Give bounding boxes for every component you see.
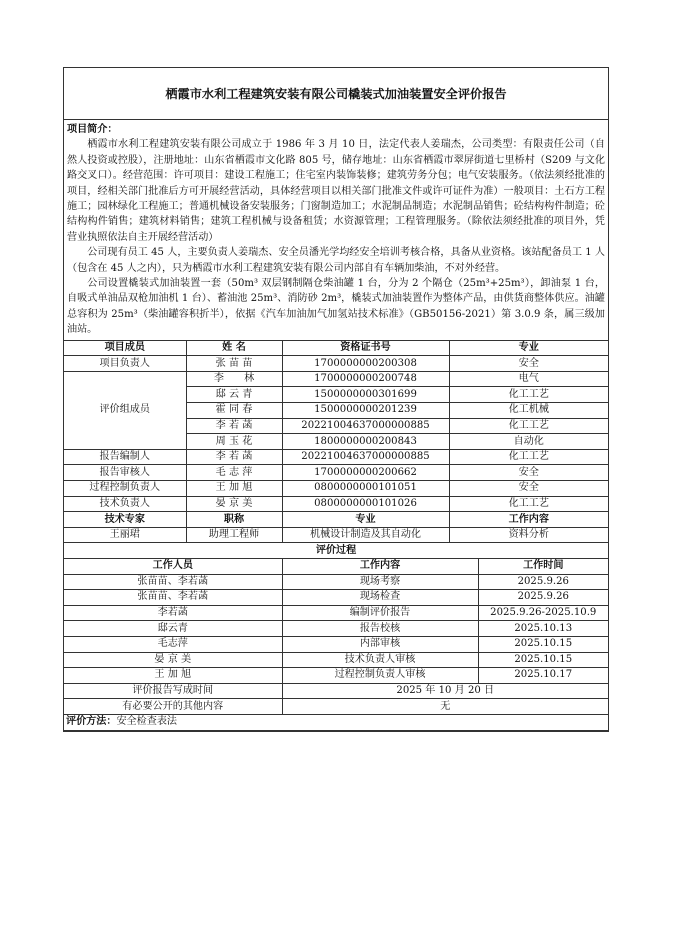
member-name: 李 若 菡 xyxy=(186,418,282,434)
section-title: 评价过程 xyxy=(64,543,608,558)
process-content: 编制评价报告 xyxy=(282,605,478,621)
process-content: 报告校核 xyxy=(282,621,478,637)
expert-header-row xyxy=(64,512,608,528)
member-name: 晏 京 美 xyxy=(186,496,282,512)
header-cell: 工作人员 xyxy=(64,559,282,575)
report-title: 栖霞市水利工程建筑安装有限公司橇装式加油装置安全评价报告 xyxy=(64,68,608,120)
member-cert: 1700000000200748 xyxy=(282,371,449,387)
process-time: 2025.9.26 xyxy=(478,590,608,606)
process-staff: 邸云青 xyxy=(64,621,282,637)
header-cell: 专业 xyxy=(282,512,449,528)
process-time: 2025.9.26 xyxy=(478,574,608,590)
intro-paragraph: 公司设置橇装式加油装置一套（50m³ 双层钢制隔仓柴油罐 1 台，分为 2 个隔仓（25m³+25m³），卸油泵 1 台，自吸式单油品双枪加油机 1 台）、蓄油池 25m³、消防砂 2m³，橇装式加油装置作为整体产品，由供货商整体供应。油罐总容积为 25m³（柴油罐容积折半），依据《汽车加油加气加氢站技术标准》（GB50156-2021）第 3.0.9 条，属三级加油站。 xyxy=(67,278,605,336)
member-major: 化工工艺 xyxy=(449,496,608,512)
table-row xyxy=(64,356,608,372)
member-major: 安全 xyxy=(449,465,608,481)
table-row xyxy=(64,668,608,684)
project-intro xyxy=(64,120,608,341)
intro-paragraph: 公司现有员工 45 人，主要负责人姜瑞杰、安全员潘光学均经安全培训考核合格，具备从业资格。该站配备员工 1 人（包含在 45 人之内），只为栖霞市水利工程建筑安装有限公司内部自有车辆加柴油，不对外经营。 xyxy=(67,247,605,274)
table-row xyxy=(64,496,608,512)
members-table xyxy=(64,341,608,544)
method-label: 评价方法： xyxy=(66,716,117,728)
table-row xyxy=(64,699,608,715)
table-row xyxy=(64,652,608,668)
table-row xyxy=(64,371,608,387)
process-staff: 张苗苗、李若菡 xyxy=(64,574,282,590)
process-staff: 李若菡 xyxy=(64,605,282,621)
table-row xyxy=(64,527,608,543)
member-cert: 1700000000200308 xyxy=(282,356,449,372)
expert-work: 资料分析 xyxy=(449,527,608,543)
member-major: 化工工艺 xyxy=(449,418,608,434)
table-row xyxy=(64,621,608,637)
completed-label: 评价报告写成时间 xyxy=(64,684,282,699)
header-cell: 专业 xyxy=(449,341,608,356)
member-role: 评价组成员 xyxy=(64,371,186,449)
table-row xyxy=(64,481,608,497)
member-major: 化工机械 xyxy=(449,403,608,419)
member-name: 毛 志 萍 xyxy=(186,465,282,481)
member-major: 化工工艺 xyxy=(449,449,608,465)
process-content: 现场考察 xyxy=(282,574,478,590)
member-cert: 1800000000200843 xyxy=(282,434,449,450)
header-cell: 工作内容 xyxy=(282,559,478,575)
member-major: 电气 xyxy=(449,371,608,387)
header-cell: 工作内容 xyxy=(449,512,608,528)
member-cert: 0800000000101026 xyxy=(282,496,449,512)
member-name: 王 加 旭 xyxy=(186,481,282,497)
member-name: 李 若 菡 xyxy=(186,449,282,465)
process-staff: 毛志萍 xyxy=(64,636,282,652)
expert-major: 机械设计制造及其自动化 xyxy=(282,527,449,543)
expert-title: 助理工程师 xyxy=(186,527,282,543)
intro-heading: 项目简介： xyxy=(67,124,118,135)
expert-name: 王丽珺 xyxy=(64,527,186,543)
member-role: 过程控制负责人 xyxy=(64,481,186,497)
member-cert: 0800000000101051 xyxy=(282,481,449,497)
member-name: 霍 同 春 xyxy=(186,403,282,419)
section-title-row xyxy=(64,543,608,558)
member-name: 邸 云 青 xyxy=(186,387,282,403)
intro-paragraph: 栖霞市水利工程建筑安装有限公司成立于 1986 年 3 月 10 日，法定代表人姜瑞杰，公司类型：有限责任公司（自然人投资或控股），注册地址：山东省栖霞市文化路 805 号，储存地址：山东省栖霞市翠屏街道七里桥村（S209 与文化路交叉口）。经营范围：许可项目：建设工程施工；住宅室内装饰装修；建筑劳务分包；电气安装服务。（依法须经批准的项目，经相关部门批准后方可开展经营活动，具体经营项目以相关部门批准文件或许可证件为准）一般项目：土石方工程施工；园林绿化工程施工；普通机械设备安装服务；门窗制造加工；水泥制品制造；水泥制品销售；砼结构构件制造；砼结构构件销售；建筑材料销售；建筑工程机械与设备租赁；水资源管理；工程管理服务。（除依法须经批准的项目外，凭营业执照依法自主开展经营活动） xyxy=(67,139,605,243)
member-name: 张 苗 苗 xyxy=(186,356,282,372)
completed-value: 2025 年 10 月 20 日 xyxy=(282,684,608,699)
header-cell: 工作时间 xyxy=(478,559,608,575)
table-row xyxy=(64,636,608,652)
other-value: 无 xyxy=(282,699,608,715)
table-header-row xyxy=(64,559,608,575)
table-row xyxy=(64,449,608,465)
member-major: 安全 xyxy=(449,481,608,497)
member-name: 周 玉 花 xyxy=(186,434,282,450)
table-row xyxy=(64,605,608,621)
table-row xyxy=(64,590,608,606)
member-name: 李 林 xyxy=(186,371,282,387)
header-cell: 技术专家 xyxy=(64,512,186,528)
process-time: 2025.10.17 xyxy=(478,668,608,684)
table-row xyxy=(64,574,608,590)
process-time: 2025.10.13 xyxy=(478,621,608,637)
process-content: 过程控制负责人审核 xyxy=(282,668,478,684)
process-staff: 王 加 旭 xyxy=(64,668,282,684)
member-major: 化工工艺 xyxy=(449,387,608,403)
member-cert: 1500000000301699 xyxy=(282,387,449,403)
other-label: 有必要公开的其他内容 xyxy=(64,699,282,715)
process-content: 技术负责人审核 xyxy=(282,652,478,668)
method-row xyxy=(64,714,608,730)
process-time: 2025.10.15 xyxy=(478,636,608,652)
table-row xyxy=(64,465,608,481)
process-time: 2025.9.26-2025.10.9 xyxy=(478,605,608,621)
table-header-row xyxy=(64,341,608,356)
member-cert: 20221004637000000885 xyxy=(282,418,449,434)
summary-table xyxy=(64,684,608,731)
header-cell: 职称 xyxy=(186,512,282,528)
member-role: 报告编制人 xyxy=(64,449,186,465)
method-value: 安全检查表法 xyxy=(116,716,178,728)
header-cell: 项目成员 xyxy=(64,341,186,356)
header-cell: 姓 名 xyxy=(186,341,282,356)
report-document xyxy=(63,67,609,732)
member-role: 项目负责人 xyxy=(64,356,186,372)
method-cell xyxy=(64,714,608,730)
member-cert: 1700000000200662 xyxy=(282,465,449,481)
member-major: 自动化 xyxy=(449,434,608,450)
table-row xyxy=(64,684,608,699)
member-role: 报告审核人 xyxy=(64,465,186,481)
process-staff: 张苗苗、李若菡 xyxy=(64,590,282,606)
process-content: 现场检查 xyxy=(282,590,478,606)
member-cert: 1500000000201239 xyxy=(282,403,449,419)
process-staff: 晏 京 美 xyxy=(64,652,282,668)
member-major: 安全 xyxy=(449,356,608,372)
process-time: 2025.10.15 xyxy=(478,652,608,668)
member-role: 技术负责人 xyxy=(64,496,186,512)
process-table xyxy=(64,543,608,683)
process-content: 内部审核 xyxy=(282,636,478,652)
member-cert: 20221004637000000885 xyxy=(282,449,449,465)
header-cell: 资格证书号 xyxy=(282,341,449,356)
